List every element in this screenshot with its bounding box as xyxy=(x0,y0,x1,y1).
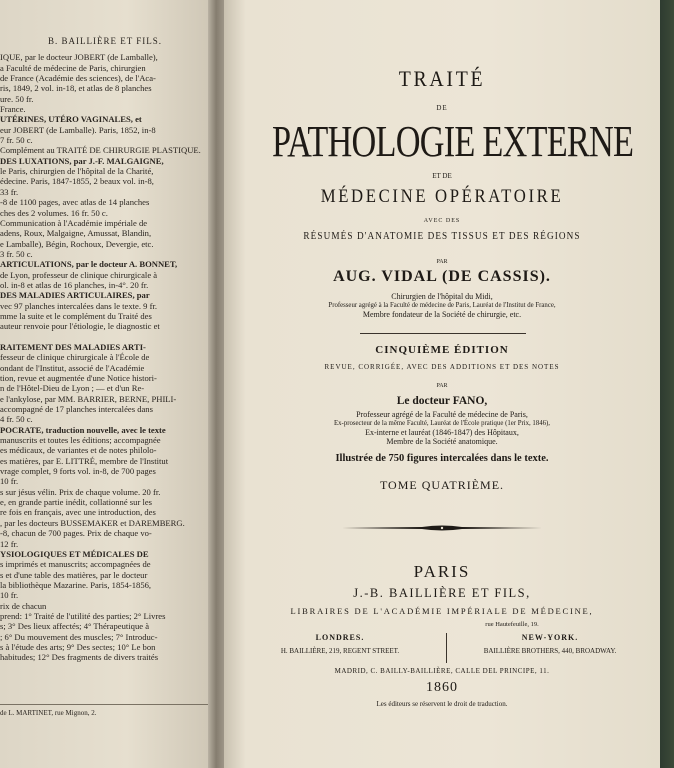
left-page-line: ol. in-8 et atlas de 16 planches, in-4°. 20 fr. xyxy=(0,279,149,290)
left-page-line: 7 fr. 50 c. xyxy=(0,135,33,146)
left-page-line: ; 6° Du mouvement des muscles; 7° Introduc- xyxy=(0,631,158,642)
madrid-branch: MADRID, C. BAILLY-BAILLIÈRE, CALLE DEL PRINCIPE, 11. xyxy=(334,667,550,675)
left-page-line: UTÉRINES, UTÉRO VAGINALES, et xyxy=(0,114,142,125)
left-page-line: Communication à l'Académie impériale de xyxy=(0,217,148,228)
editor-affiliation: Professeur agrégé de la Faculté de médecine de Paris, xyxy=(356,410,528,419)
left-page-line: re fois en français, avec une introduction, des xyxy=(0,507,156,518)
branch-divider xyxy=(446,633,447,663)
left-page-line: vec 97 planches intercalées dans le texte. 9 fr. xyxy=(0,300,158,311)
editor-affiliation: Ex-prosecteur de la même Faculté, Lauréat de l'École pratique (1er Prix, 1846), xyxy=(334,420,550,427)
left-page-line: ARTICULATIONS, par le docteur A. BONNET, xyxy=(0,259,178,270)
london-label: LONDRES. xyxy=(315,633,365,642)
london-branch xyxy=(240,633,440,655)
left-page-line: habitudes; 12° Des fragments de divers traités xyxy=(0,652,159,663)
volume-label: TOME QUATRIÈME. xyxy=(379,478,505,492)
title-avec-des: AVEC DES xyxy=(423,218,461,224)
left-page-line: a Faculté de médecine de Paris, chirurgien xyxy=(0,62,146,73)
left-page-line: -8, chacun de 700 pages. Prix de chaque vo- xyxy=(0,528,152,539)
rights-note: Les éditeurs se réservent le droit de traduction. xyxy=(376,700,508,708)
left-page-line: 12 fr. xyxy=(0,538,19,549)
newyork-label: NEW-YORK. xyxy=(521,633,579,642)
author-affiliation: Membre fondateur de la Société de chirurgie, etc. xyxy=(362,310,522,319)
title-et-de: ET DE xyxy=(432,172,452,180)
left-page-line: s; 3° Des lieux affectés; 4° Thérapeutique à xyxy=(0,621,150,632)
left-page-line: n de l'Hôtel-Dieu de Lyon ; — et d'un Re- xyxy=(0,383,145,394)
left-page-line: POCRATE, traduction nouvelle, avec le texte xyxy=(0,424,166,435)
printer-footer: de L. MARTINET, rue Mignon, 2. xyxy=(0,704,210,718)
left-page-line: DES MALADIES ARTICULAIRES, par xyxy=(0,290,150,301)
left-page-line: , par les docteurs BUSSEMAKER et DAREMBERG. xyxy=(0,517,185,528)
title-page xyxy=(224,0,660,768)
author-affiliation: Professeur agrégé à la Faculté de médecine de Paris, Lauréat de l'Institut de France, xyxy=(328,302,556,309)
editor-affiliation: Membre de la Société anatomique. xyxy=(386,437,498,446)
title-traite: TRAITÉ xyxy=(398,66,486,91)
left-page-line: e, en grande partie inédit, collationné sur les xyxy=(0,497,153,508)
left-page-line: vrage complet, 9 forts vol. in-8, de 700 pages xyxy=(0,466,156,477)
publication-city: PARIS xyxy=(413,562,471,581)
edition-label: CINQUIÈME ÉDITION xyxy=(375,344,509,356)
left-page-line: accompagné de 17 planches intercalées dans xyxy=(0,404,153,415)
newyork-branch xyxy=(450,633,650,655)
left-page-line: manuscrits et toutes les éditions; accompagnée xyxy=(0,435,161,446)
left-page-line: le Paris, chirurgien de l'hôpital de la Charité, xyxy=(0,166,154,177)
publisher-description: LIBRAIRES DE L'ACADÉMIE IMPÉRIALE DE MÉDECINE, xyxy=(290,606,594,616)
left-page-line: s imprimés et manuscrits; accompagnées de xyxy=(0,559,151,570)
publisher-street: rue Hautefeuille, 19. xyxy=(485,621,539,628)
left-page-line: 33 fr. xyxy=(0,186,19,197)
ornament-rule-icon xyxy=(342,523,542,533)
editor-affiliation: Ex-interne et lauréat (1846-1847) des Hôpitaux, xyxy=(365,428,519,437)
left-page-line: -8 de 1100 pages, avec atlas de 14 planches xyxy=(0,197,150,208)
left-page-line: DES LUXATIONS, par J.-F. MALGAIGNE, xyxy=(0,155,164,166)
left-page-line: édecine. Paris, 1847-1855, 2 beaux vol. in-8, xyxy=(0,176,154,187)
author-affiliation: Chirurgien de l'hôpital du Midi, xyxy=(391,292,493,301)
left-page-line: s sur jésus vélin. Prix de chaque volume. 20 fr. xyxy=(0,486,161,497)
illustration-note: Illustrée de 750 figures intercalées dans le texte. xyxy=(335,453,549,464)
cloth-edge xyxy=(660,0,674,768)
left-page-line: 10 fr. xyxy=(0,590,19,601)
left-page-line: Complément au TRAITÉ DE CHIRURGIE PLASTIQUE. xyxy=(0,145,201,156)
par-label-2: PAR xyxy=(436,383,448,389)
left-page-line: s et d'une table des matières, par le docteur xyxy=(0,569,148,580)
left-page-line: mme la suite et le complément du Traité des xyxy=(0,310,152,321)
left-page-line: es médicaux, de variantes et de notes philolo- xyxy=(0,445,157,456)
left-page xyxy=(0,0,212,768)
left-page-header: B. BAILLIÈRE ET FILS. xyxy=(47,36,163,46)
divider-rule xyxy=(360,333,526,334)
left-page-line: de Lyon, professeur de clinique chirurgicale à xyxy=(0,269,158,280)
author-name: AUG. VIDAL (DE CASSIS). xyxy=(333,268,551,285)
publication-year: 1860 xyxy=(426,680,458,695)
left-page-line: es matières, par E. LITTRÉ, membre de l'Institut xyxy=(0,455,169,466)
resumes-line: RÉSUMÉS D'ANATOMIE DES TISSUS ET DES RÉGIONS xyxy=(303,231,581,242)
left-page-line: prend: 1° Traité de l'utilité des parties; 2° Livres xyxy=(0,610,166,621)
left-page-line: e l'ankylose, par MM. BARRIER, BERNE, PHILI- xyxy=(0,393,177,404)
main-title: PATHOLOGIE EXTERNE xyxy=(271,117,634,166)
left-page-line: fesseur de clinique chirurgicale à l'École de xyxy=(0,352,150,363)
left-page-line: ris, 1849, 2 vol. in-18, et atlas de 8 planches xyxy=(0,83,152,94)
left-page-line: 3 fr. 50 c. xyxy=(0,248,33,259)
left-page-line: IQUE, par le docteur JOBERT (de Lamballe), xyxy=(0,52,158,63)
left-page-line: France. xyxy=(0,104,26,115)
left-page-line: la bibliothèque Mazarine. Paris, 1854-1856, xyxy=(0,579,152,590)
left-page-line: de France (Académie des sciences), de l'Aca- xyxy=(0,73,156,84)
left-page-line: s à l'étude des arts; 9° Des sectes; 10° Le bon xyxy=(0,641,156,652)
left-page-line: ches des 2 volumes. 16 fr. 50 c. xyxy=(0,207,108,218)
left-page-line: ondant de l'Institut, associé de l'Académie xyxy=(0,362,145,373)
left-page-line: RAITEMENT DES MALADIES ARTI- xyxy=(0,341,146,352)
left-page-line: 4 fr. 50 c. xyxy=(0,414,33,425)
left-page-line: adens, Roux, Malgaigne, Amussat, Blandin, xyxy=(0,228,152,239)
left-page-line: e Lamballe), Bégin, Rochoux, Devergie, etc. xyxy=(0,238,154,249)
left-page-line: 10 fr. xyxy=(0,476,19,487)
london-address: H. BAILLIÈRE, 219, REGENT STREET. xyxy=(280,647,400,655)
publisher-name: J.-B. BAILLIÈRE ET FILS, xyxy=(353,586,531,600)
left-page-line: auteur renvoie pour l'étiologie, le diagnostic et xyxy=(0,321,160,332)
title-de: DE xyxy=(436,104,448,112)
left-page-line: ure. 50 fr. xyxy=(0,93,34,104)
par-label-1: PAR xyxy=(436,259,448,265)
editor-name: Le docteur FANO, xyxy=(396,395,488,407)
subtitle: MÉDECINE OPÉRATOIRE xyxy=(320,186,564,207)
left-page-line: tion, revue et augmentée d'une Notice histori- xyxy=(0,373,157,383)
left-page-line: eur JOBERT (de Lamballe). Paris, 1852, in-8 xyxy=(0,124,156,135)
left-page-line: rix de chacun xyxy=(0,600,47,611)
newyork-address: BAILLIÈRE BROTHERS, 440, BROADWAY. xyxy=(483,647,617,655)
revision-line: REVUE, CORRIGÉE, AVEC DES ADDITIONS ET DES NOTES xyxy=(324,363,560,371)
left-page-line: YSIOLOGIQUES ET MÉDICALES DE xyxy=(0,548,149,559)
